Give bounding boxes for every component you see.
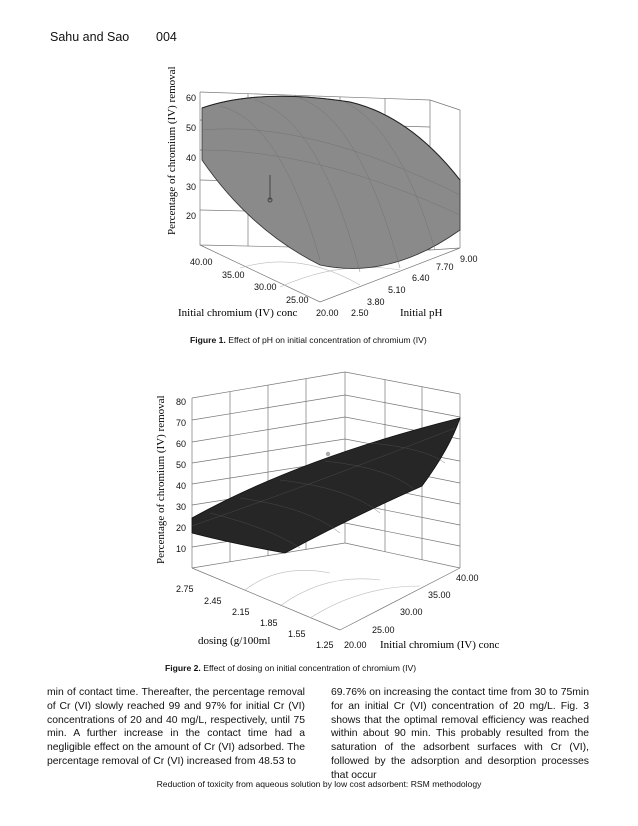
fig2-y-axis-title: Initial chromium (IV) conc [380,639,500,651]
fig2-ztick: 70 [175,418,186,428]
fig1-ytick: 3.80 [367,297,385,307]
fig2-ytick: 20.00 [344,640,367,650]
fig1-ytick: 5.10 [388,285,406,295]
fig1-ytick: 7.70 [436,262,454,272]
header-authors: Sahu and Sao [50,30,130,44]
running-header [50,30,177,44]
fig2-surface [192,418,460,553]
fig2-ytick: 25.00 [372,625,395,635]
fig1-xtick: 20.00 [316,308,339,318]
body-left-column [47,686,305,769]
fig2-z-axis-title: Percentage of chromium (IV) removal [155,395,167,564]
fig1-y-axis-title: Initial pH [400,307,443,319]
fig1-xtick: 25.00 [286,295,309,305]
fig1-ztick: 30 [185,182,196,192]
fig1-x-axis-title: Initial chromium (IV) conc [178,307,298,319]
fig1-xtick: 35.00 [222,270,245,280]
fig2-xtick: 1.55 [288,629,306,639]
fig1-surface [202,96,460,268]
fig2-ztick: 10 [175,544,186,554]
body-right-paragraph: 69.76% on increasing the contact time from 30 to 75min for an initial Cr (VI) concentration of 20 mg/L. Fig. 3 shows that the optimal removal efficiency was reached within about 90 min. This probably resulted from the saturation of the adsorbent surfaces with Cr (VI), followed by the adsorption and desorption processes that occur [331,687,589,781]
body-left-paragraph: min of contact time. Thereafter, the percentage removal of Cr (VI) slowly reached 99 and 97% for initial Cr (VI) concentrations of 20 and 40 mg/L, respectively, until 75 min. A further increase in the contact time had a negligible effect on the amount of Cr (VI) adsorbed. The percentage removal of Cr (VI) increased from 48.53 to [47,687,305,767]
fig1-z-axis-title: Percentage of chromium (IV) removal [166,66,178,235]
figure-1 [160,66,500,325]
fig2-ztick: 20 [175,523,186,533]
figure-1-surface-plot [160,66,500,325]
figure-1-caption [190,335,427,345]
fig2-ztick: 50 [175,460,186,470]
fig2-ytick: 40.00 [456,573,479,583]
fig2-xtick: 1.25 [316,640,334,650]
figure-2-caption-text: Effect of dosing on initial concentration of chromium (IV) [203,663,417,673]
fig2-ztick: 30 [175,502,186,512]
fig2-ztick: 80 [175,397,186,407]
body-right-column [331,686,589,783]
fig1-xtick: 30.00 [254,282,277,292]
fig2-ztick: 40 [175,481,186,491]
figure-2 [150,368,500,653]
fig2-xtick: 2.75 [176,584,194,594]
figure-2-caption-label: Figure 2. [165,663,201,673]
fig1-xtick: 40.00 [190,257,213,267]
fig1-ztick: 20 [185,211,196,221]
fig2-xtick: 1.85 [260,618,278,628]
fig1-ztick: 40 [185,153,196,163]
figure-1-caption-text: Effect of pH on initial concentration of chromium (IV) [228,335,427,345]
fig2-ytick: 30.00 [400,607,423,617]
fig2-ztick: 60 [175,439,186,449]
header-page-number: 004 [156,30,177,44]
fig1-ztick: 60 [185,93,196,103]
fig2-ytick: 35.00 [428,590,451,600]
fig2-xtick: 2.45 [204,596,222,606]
fig2-x-axis-title: dosing (g/100ml [198,635,271,647]
fig1-ztick: 50 [185,123,196,133]
fig1-ytick: 2.50 [351,308,369,318]
running-footer: Reduction of toxicity from aqueous solution by low cost adsorbent: RSM methodology [156,779,482,789]
figure-1-caption-label: Figure 1. [190,335,226,345]
fig1-ytick: 9.00 [460,254,478,264]
figure-2-caption [165,663,416,673]
fig1-ytick: 6.40 [412,273,430,283]
figure-2-surface-plot [150,368,500,653]
fig2-xtick: 2.15 [232,607,250,617]
